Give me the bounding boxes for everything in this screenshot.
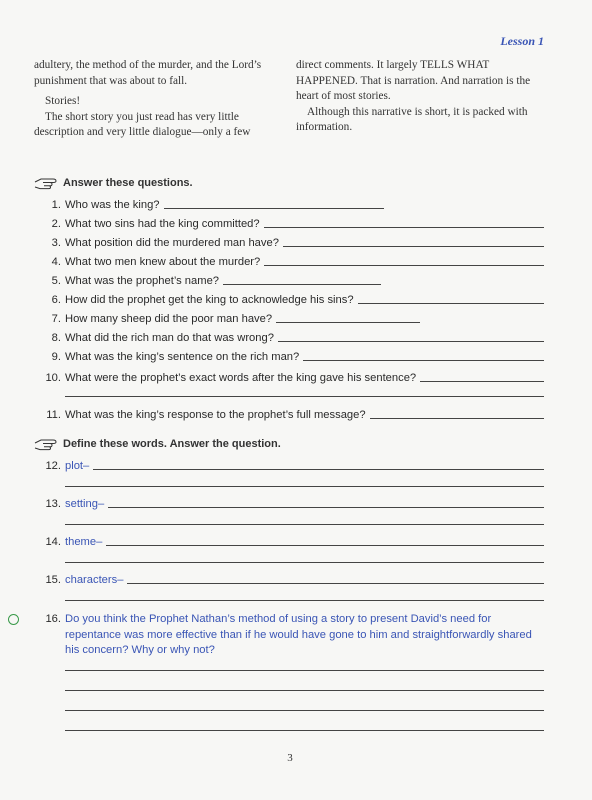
question-number: 2. <box>51 218 61 230</box>
question-row <box>34 370 544 384</box>
question-number: 9. <box>51 351 61 363</box>
question-number: 4. <box>51 256 61 268</box>
question-row <box>34 330 544 344</box>
question-number: 6. <box>51 294 61 306</box>
answer-line[interactable] <box>65 600 544 601</box>
answer-line[interactable] <box>264 227 544 228</box>
term-label: theme– <box>65 536 103 548</box>
definition-row <box>34 534 544 548</box>
question-row <box>34 273 544 287</box>
question-number: 3. <box>51 237 61 249</box>
answer-line[interactable] <box>278 341 544 342</box>
answer-line[interactable] <box>164 208 384 209</box>
question-text: How many sheep did the poor man have? <box>65 313 273 325</box>
question-number: 13. <box>45 498 61 510</box>
pointing-hand-icon <box>34 437 59 451</box>
reading-paragraph: direct comments. It largely TELLS WHAT HAPPENED. That is narration. And narration is the heart of most stories. <box>296 59 531 103</box>
definition-row <box>34 458 544 472</box>
definition-row <box>34 496 544 510</box>
question-text: What two men knew about the murder? <box>65 256 261 268</box>
section-heading-text: Define these words. Answer the question. <box>63 438 281 450</box>
answer-line[interactable] <box>358 303 544 304</box>
lesson-label: Lesson 1 <box>500 34 544 48</box>
question-text: Who was the king? <box>65 199 160 211</box>
answer-line[interactable] <box>65 524 544 525</box>
answer-line[interactable] <box>65 710 544 711</box>
reading-column-left <box>34 58 282 141</box>
question-number: 12. <box>45 460 61 472</box>
term-label: characters– <box>65 574 124 586</box>
question-number: 14. <box>45 536 61 548</box>
question-row <box>34 216 544 230</box>
section-heading-text: Answer these questions. <box>63 177 193 189</box>
question-row <box>34 197 544 211</box>
reading-paragraph: adultery, the method of the murder, and the Lord’s punishment that was about to fall. <box>34 59 262 87</box>
question-number: 15. <box>45 574 61 586</box>
question-text: What position did the murdered man have? <box>65 237 279 249</box>
question-text: What did the rich man do that was wrong? <box>65 332 274 344</box>
question-number: 16. <box>45 613 61 625</box>
answer-line[interactable] <box>264 265 544 266</box>
question-text: How did the prophet get the king to acknowledge his sins? <box>65 294 354 306</box>
question-row <box>34 407 544 421</box>
question-text: What was the prophet’s name? <box>65 275 220 287</box>
answer-line[interactable] <box>283 246 544 247</box>
question-number: 1. <box>51 199 61 211</box>
reading-paragraph: Stories! <box>45 95 81 108</box>
answer-line[interactable] <box>65 690 544 691</box>
question-number: 8. <box>51 332 61 344</box>
section-heading-definitions <box>34 437 281 451</box>
answer-line[interactable] <box>108 507 544 508</box>
enrichment-circle-icon <box>8 614 19 625</box>
question-text: What two sins had the king committed? <box>65 218 260 230</box>
answer-line[interactable] <box>127 583 544 584</box>
answer-line[interactable] <box>65 670 544 671</box>
question-row <box>34 292 544 306</box>
answer-line[interactable] <box>65 562 544 563</box>
section-heading-questions <box>34 176 193 190</box>
answer-line[interactable] <box>276 322 420 323</box>
answer-line[interactable] <box>106 545 544 546</box>
answer-line[interactable] <box>65 730 544 731</box>
answer-line[interactable] <box>420 381 544 382</box>
essay-question-text: Do you think the Prophet Nathan’s method of using a story to present David’s need for repentance was more effective than if he would have gone to him and straightforwardly shared his concern? Why or why not? <box>65 613 532 656</box>
question-number: 7. <box>51 313 61 325</box>
definition-row <box>34 572 544 586</box>
answer-line[interactable] <box>93 469 544 470</box>
answer-line[interactable] <box>65 396 544 397</box>
question-number: 11. <box>46 409 61 421</box>
question-number: 5. <box>51 275 61 287</box>
question-number: 10. <box>45 372 61 384</box>
pointing-hand-icon <box>34 176 59 190</box>
essay-question <box>34 612 546 659</box>
answer-line[interactable] <box>370 418 544 419</box>
answer-line[interactable] <box>303 360 544 361</box>
reading-paragraph: Although this narrative is short, it is packed with information. <box>296 105 528 134</box>
question-row <box>34 254 544 268</box>
reading-column-right <box>296 58 544 136</box>
answer-line[interactable] <box>223 284 381 285</box>
question-text: What was the king’s response to the prophet’s full message? <box>65 409 366 421</box>
question-row <box>34 349 544 363</box>
question-text: What was the king’s sentence on the rich man? <box>65 351 300 363</box>
term-label: setting– <box>65 498 105 510</box>
reading-paragraph: The short story you just read has very little description and very little dialogue—only a few <box>34 110 251 139</box>
question-text: What were the prophet’s exact words after the king gave his sentence? <box>65 372 417 384</box>
question-row <box>34 235 544 249</box>
question-row <box>34 311 544 325</box>
answer-line[interactable] <box>65 486 544 487</box>
term-label: plot– <box>65 460 90 472</box>
page-number: 3 <box>287 752 293 764</box>
